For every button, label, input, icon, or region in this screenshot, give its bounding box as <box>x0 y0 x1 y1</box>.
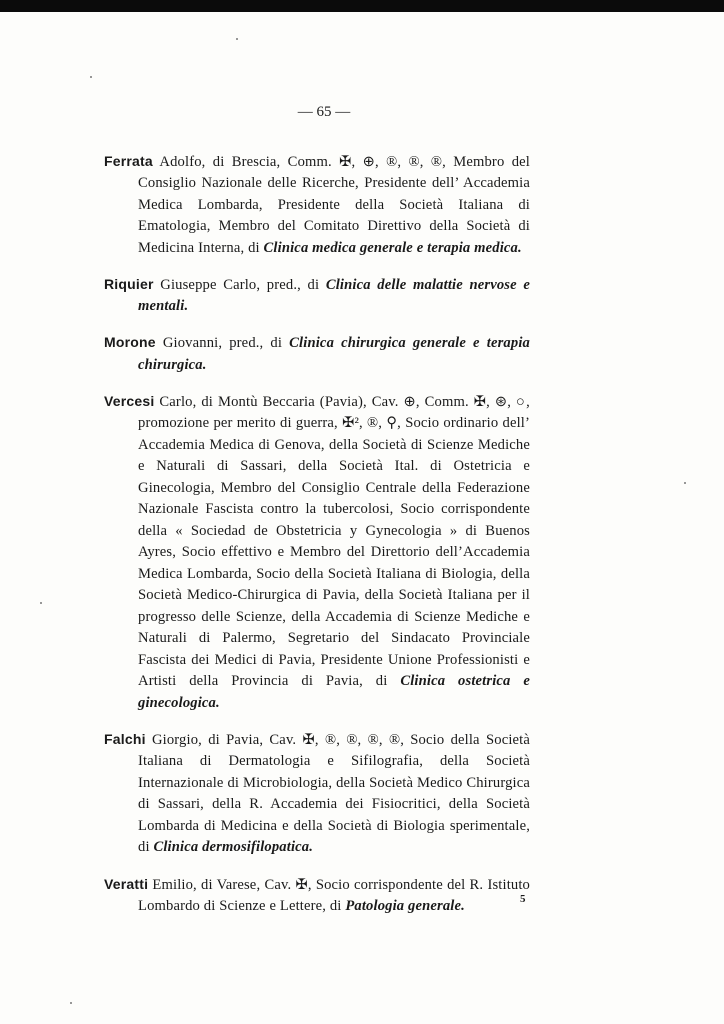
entry-surname: Riquier <box>104 275 154 292</box>
entry-surname: Falchi <box>104 730 146 747</box>
page-number: — 65 — <box>297 104 351 120</box>
entry-morone <box>104 332 530 376</box>
entry-clinic: Clinica dermosifilopatica. <box>153 839 314 856</box>
entry-ferrata <box>104 151 530 260</box>
entry-details: Giuseppe Carlo, pred., di <box>160 276 320 293</box>
entry-clinic: Clinica delle malattie nervose e mentali. <box>138 276 530 315</box>
entry-clinic: Patologia generale. <box>345 898 465 915</box>
paper-speck <box>90 76 92 78</box>
printer-signature-mark: 5 <box>520 893 526 905</box>
entry-surname: Morone <box>104 334 156 351</box>
entry-details: Carlo, di Montù Beccaria (Pavia), Cav. ⊕, Comm. ✠, ⊛, ○, promozione per merito di guerra, ✠², ®, ⚲, Socio ordinario dell’ Accademia Medica di Genova, della Società di Scienze Mediche e Naturali di Sassari, della Società Ital. di Ostetricia e Ginecologia, Membro del Consiglio Centrale della Federazione Nazionale Fascista contro la tubercolosi, Socio corrispondente della « Sociedad de Obstetricia y Gynecologia » di Buenos Ayres, Socio effettivo e Membro del Direttorio dell’Accademia Medica Lombarda, Socio della Società Italiana di Biologia, della Società Medico-Chirurgica di Pavia, della Società Italiana per il progresso delle Scienze, della Accademia di Scienze Mediche e Naturali di Palermo, Segretario del Sindacato Provinciale Fascista dei Medici di Pavia, Presidente Unione Professionisti e Artisti della Provincia di Pavia, di <box>138 393 530 690</box>
entry-details: Emilio, di Varese, Cav. ✠, Socio corrispondente del R. Istituto Lombardo di Scienze e Lettere, di <box>138 876 530 915</box>
entry-details: Giovanni, pred., di <box>162 335 283 352</box>
paper-speck <box>236 38 238 40</box>
paper-speck <box>70 1002 72 1004</box>
entry-vercesi <box>104 391 530 715</box>
paper-speck <box>684 482 686 484</box>
entry-clinic: Clinica chirurgica generale e terapia chirurgica. <box>138 335 530 373</box>
entry-riquier <box>104 274 530 318</box>
entry-details: Giorgio, di Pavia, Cav. ✠, ®, ®, ®, ®, Socio della Società Italiana di Dermatologia e Sifilografia, della Società Internazionale di Microbiologia, della Società Medico Chirurgica di Sassari, della R. Accademia dei Fisiocritici, della Società Lombarda di Medicina e della Società di Biologia sperimentale, di <box>138 731 530 856</box>
faculty-entries <box>104 136 530 928</box>
entry-details: Adolfo, di Brescia, Comm. ✠, ⊕, ®, ®, ®, Membro del Consiglio Nazionale delle Ricerche, Presidente dell’ Accademia Medica Lombarda, Presidente della Società Italiana di Ematologia, Membro del Comitato Direttivo della Società di Medicina Interna, di <box>138 153 530 256</box>
scan-top-border <box>0 0 724 12</box>
paper-speck <box>40 602 42 604</box>
entry-veratti <box>104 874 530 918</box>
entry-surname: Veratti <box>104 875 149 892</box>
entry-falchi <box>104 729 530 859</box>
entry-clinic: Clinica ostetrica e ginecologica. <box>138 673 530 711</box>
entry-surname: Vercesi <box>104 392 155 409</box>
entry-surname: Ferrata <box>104 152 153 169</box>
entry-clinic: Clinica medica generale e terapia medica. <box>263 239 522 256</box>
